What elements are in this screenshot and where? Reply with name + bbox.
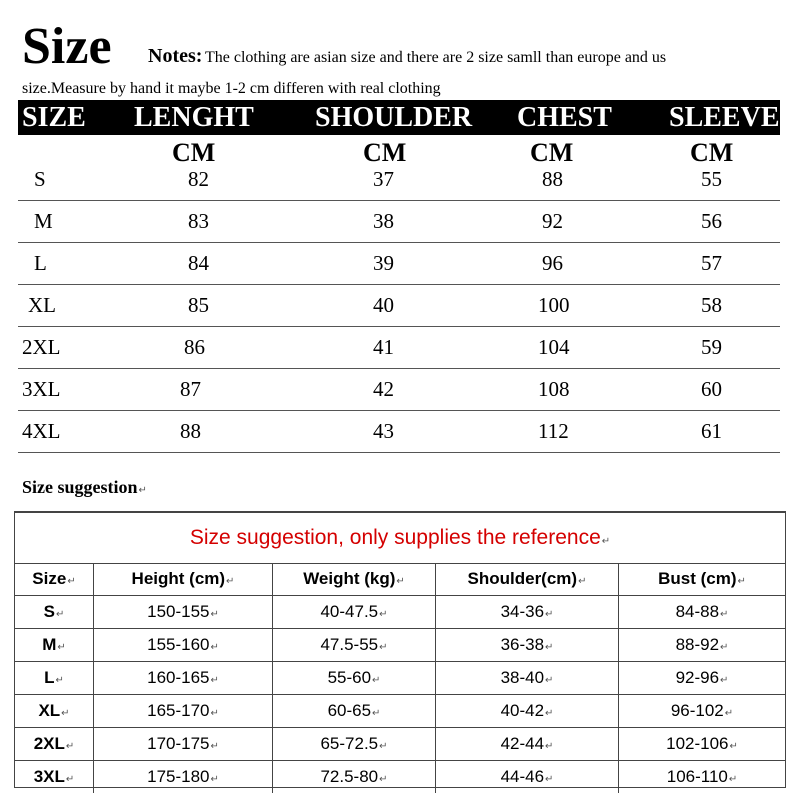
sleeve-cell: 55 <box>701 167 722 191</box>
size-cell <box>15 695 94 727</box>
header-shoulder-text: Shoulder(cm) <box>467 569 578 588</box>
table-row <box>15 761 785 793</box>
size-cell <box>15 728 94 760</box>
sleeve-cell: 60 <box>701 377 722 401</box>
shoulder-cell: 39 <box>373 251 394 275</box>
shoulder-cell <box>436 695 619 727</box>
return-mark-icon: ↵ <box>210 774 219 785</box>
page-title: Size <box>22 18 112 75</box>
shoulder-cell <box>436 761 619 793</box>
table-row <box>18 158 780 201</box>
return-mark-icon: ↵ <box>724 708 734 719</box>
table-row <box>15 662 785 695</box>
header-bust-text: Bust (cm) <box>658 569 737 588</box>
return-mark-icon: ↵ <box>65 774 75 785</box>
shoulder-cell-text: 42-44 <box>500 734 545 753</box>
weight-cell <box>273 728 436 760</box>
suggestion-header-row <box>15 563 785 596</box>
shoulder-cell-text: 34-36 <box>500 602 545 621</box>
shoulder-cell-text: 36-38 <box>500 635 545 654</box>
return-mark-icon: ↵ <box>379 642 388 653</box>
chest-cell: 100 <box>538 293 570 317</box>
height-cell-text: 150-155 <box>147 602 210 621</box>
size-cell-text: 3XL <box>33 767 65 786</box>
size-suggestion-heading <box>22 477 147 498</box>
caption-text: Size suggestion, only supplies the reference <box>189 526 601 549</box>
weight-cell-text: 55-60 <box>327 668 372 687</box>
table-row <box>18 368 780 411</box>
bust-cell <box>619 662 785 694</box>
size-cell <box>15 596 94 628</box>
size-cell: S <box>34 167 46 191</box>
bust-cell-text: 88-92 <box>675 635 720 654</box>
height-cell-text: 155-160 <box>147 635 210 654</box>
unit-length: CM <box>172 138 216 167</box>
weight-cell-text: 47.5-55 <box>320 635 379 654</box>
chest-cell: 92 <box>542 209 563 233</box>
return-mark-icon: ↵ <box>372 708 381 719</box>
height-cell <box>94 761 273 793</box>
header-length: LENGHT <box>134 102 254 133</box>
return-mark-icon: ↵ <box>545 741 554 752</box>
return-mark-icon: ↵ <box>67 576 76 587</box>
return-mark-icon: ↵ <box>61 708 70 719</box>
weight-cell-text: 72.5-80 <box>320 767 379 786</box>
length-cell: 85 <box>188 293 209 317</box>
return-mark-icon: ↵ <box>720 642 729 653</box>
return-mark-icon: ↵ <box>226 576 235 587</box>
return-mark-icon: ↵ <box>728 774 738 785</box>
return-mark-icon: ↵ <box>396 576 405 587</box>
length-cell: 87 <box>180 377 201 401</box>
header-size-text: Size <box>32 569 67 588</box>
bust-cell <box>619 728 785 760</box>
sleeve-cell: 61 <box>701 419 722 443</box>
height-cell <box>94 662 273 694</box>
size-cell <box>15 761 94 793</box>
sleeve-cell: 57 <box>701 251 722 275</box>
return-mark-icon: ↵ <box>379 741 388 752</box>
length-cell: 83 <box>188 209 209 233</box>
unit-chest: CM <box>530 138 574 167</box>
weight-cell-text: 40-47.5 <box>320 602 379 621</box>
bust-cell-text: 102-106 <box>666 734 729 753</box>
return-mark-icon: ↵ <box>720 609 729 620</box>
shoulder-cell: 40 <box>373 293 394 317</box>
size-cell-text: M <box>42 635 57 654</box>
return-mark-icon: ↵ <box>720 675 729 686</box>
size-cell: L <box>34 251 47 275</box>
header-size: SIZE <box>22 102 86 133</box>
shoulder-cell-text: 40-42 <box>500 701 545 720</box>
header-bust <box>619 563 785 595</box>
length-cell: 88 <box>180 419 201 443</box>
height-cell <box>94 695 273 727</box>
height-cell <box>94 629 273 661</box>
return-mark-icon: ↵ <box>545 774 554 785</box>
table-row <box>18 242 780 285</box>
shoulder-cell <box>436 629 619 661</box>
height-cell-text: 175-180 <box>147 767 210 786</box>
shoulder-cell-text: 44-46 <box>500 767 545 786</box>
shoulder-cell: 38 <box>373 209 394 233</box>
chest-cell: 108 <box>538 377 570 401</box>
return-mark-icon: ↵ <box>55 609 65 620</box>
bust-cell-text: 92-96 <box>675 668 720 687</box>
header-weight-text: Weight (kg) <box>303 569 396 588</box>
weight-cell <box>273 761 436 793</box>
size-cell: M <box>34 209 53 233</box>
return-mark-icon: ↵ <box>729 741 738 752</box>
weight-cell <box>273 596 436 628</box>
length-cell: 82 <box>188 167 209 191</box>
header-height-text: Height (cm) <box>131 569 226 588</box>
chest-cell: 96 <box>542 251 563 275</box>
length-cell: 86 <box>184 335 205 359</box>
table-row <box>18 284 780 327</box>
return-mark-icon: ↵ <box>601 536 611 547</box>
size-cell-text: 2XL <box>33 734 65 753</box>
return-mark-icon: ↵ <box>57 642 66 653</box>
return-mark-icon: ↵ <box>379 774 388 785</box>
size-cell: 4XL <box>22 419 61 443</box>
height-cell-text: 160-165 <box>147 668 210 687</box>
table-row <box>18 200 780 243</box>
size-cell-text: S <box>43 602 55 621</box>
chest-cell: 104 <box>538 335 570 359</box>
size-suggestion-heading-text: Size suggestion <box>22 477 138 497</box>
bust-cell <box>619 629 785 661</box>
shoulder-cell <box>436 596 619 628</box>
size-cell-text: L <box>44 668 55 687</box>
size-cell: 3XL <box>22 377 61 401</box>
bust-cell-text: 84-88 <box>675 602 720 621</box>
header-shoulder <box>436 563 619 595</box>
bust-cell <box>619 695 785 727</box>
weight-cell-text: 65-72.5 <box>320 734 379 753</box>
notes-text: The clothing are asian size and there are 2 size samll than europe and us <box>205 49 667 66</box>
return-mark-icon: ↵ <box>55 675 64 686</box>
shoulder-cell: 37 <box>373 167 394 191</box>
sleeve-cell: 58 <box>701 293 722 317</box>
header-sleeve: SLEEVE <box>669 102 780 133</box>
return-mark-icon: ↵ <box>545 708 554 719</box>
chest-cell: 88 <box>542 167 563 191</box>
weight-cell-text: 60-65 <box>327 701 372 720</box>
return-mark-icon: ↵ <box>210 708 219 719</box>
notes-label: Notes: <box>148 45 203 67</box>
length-cell: 84 <box>188 251 209 275</box>
return-mark-icon: ↵ <box>372 675 381 686</box>
size-cell <box>15 629 94 661</box>
header-height <box>94 563 273 595</box>
bust-cell <box>619 596 785 628</box>
size-table-header <box>18 100 780 135</box>
height-cell <box>94 728 273 760</box>
weight-cell <box>273 629 436 661</box>
size-cell: 2XL <box>22 335 61 359</box>
height-cell-text: 170-175 <box>147 734 210 753</box>
bust-cell <box>619 761 785 793</box>
sleeve-cell: 59 <box>701 335 722 359</box>
return-mark-icon: ↵ <box>65 741 75 752</box>
size-suggestion-caption <box>15 513 785 564</box>
header-weight <box>273 563 436 595</box>
header-shoulder: SHOULDER <box>315 102 473 133</box>
shoulder-cell: 41 <box>373 335 394 359</box>
return-mark-icon: ↵ <box>379 609 388 620</box>
return-mark-icon: ↵ <box>545 609 554 620</box>
shoulder-cell: 42 <box>373 377 394 401</box>
table-row <box>15 728 785 761</box>
return-mark-icon: ↵ <box>138 485 147 496</box>
weight-cell <box>273 662 436 694</box>
header-size <box>15 563 94 595</box>
return-mark-icon: ↵ <box>210 741 219 752</box>
shoulder-cell-text: 38-40 <box>500 668 545 687</box>
weight-cell <box>273 695 436 727</box>
sleeve-cell: 56 <box>701 209 722 233</box>
return-mark-icon: ↵ <box>210 675 219 686</box>
size-cell <box>15 662 94 694</box>
unit-shoulder: CM <box>363 138 407 167</box>
return-mark-icon: ↵ <box>737 576 746 587</box>
notes-text-line2: size.Measure by hand it maybe 1-2 cm differen with real clothing <box>22 80 441 97</box>
shoulder-cell <box>436 662 619 694</box>
height-cell-text: 165-170 <box>147 701 210 720</box>
table-row <box>15 629 785 662</box>
bust-cell-text: 106-110 <box>666 767 728 786</box>
return-mark-icon: ↵ <box>545 642 554 653</box>
size-suggestion-table <box>14 511 786 788</box>
size-cell-text: XL <box>38 701 61 720</box>
unit-sleeve: CM <box>690 138 734 167</box>
bust-cell-text: 96-102 <box>670 701 724 720</box>
return-mark-icon: ↵ <box>210 609 219 620</box>
size-cell: XL <box>28 293 56 317</box>
return-mark-icon: ↵ <box>545 675 554 686</box>
return-mark-icon: ↵ <box>210 642 219 653</box>
height-cell <box>94 596 273 628</box>
return-mark-icon: ↵ <box>578 576 587 587</box>
header-chest: CHEST <box>517 102 612 133</box>
table-row <box>15 695 785 728</box>
table-row <box>18 326 780 369</box>
shoulder-cell <box>436 728 619 760</box>
shoulder-cell: 43 <box>373 419 394 443</box>
table-row <box>18 410 780 453</box>
chest-cell: 112 <box>538 419 569 443</box>
table-row <box>15 596 785 629</box>
